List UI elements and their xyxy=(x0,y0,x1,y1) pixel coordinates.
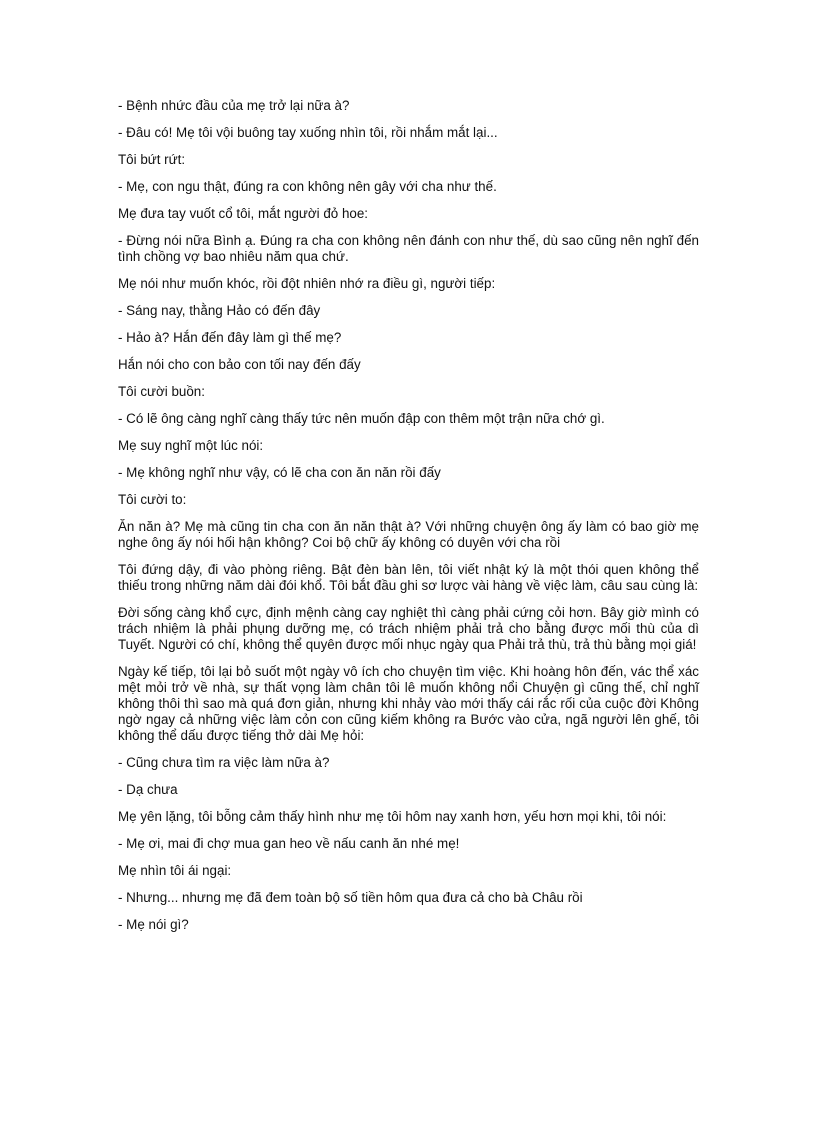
paragraph: - Hảo à? Hắn đến đây làm gì thế mẹ? xyxy=(118,330,342,345)
paragraph: - Có lẽ ông càng nghĩ càng thấy tức nên muốn đập con thêm một trận nữa chớ gì. xyxy=(118,411,605,426)
paragraph: Mẹ nhìn tôi ái ngại: xyxy=(118,863,232,878)
paragraph: - Nhưng... nhưng mẹ đã đem toàn bộ số tiền hôm qua đưa cả cho bà Châu rồi xyxy=(118,890,583,905)
paragraph: Tôi cười to: xyxy=(118,492,187,507)
paragraph: Mẹ nói như muốn khóc, rồi đột nhiên nhớ ra điều gì, người tiếp: xyxy=(118,276,496,291)
paragraph: Mẹ yên lặng, tôi bỗng cảm thấy hình như mẹ tôi hôm nay xanh hơn, yếu hơn mọi khi, tôi nói: xyxy=(118,809,667,824)
paragraph: Ngày kế tiếp, tôi lại bỏ suốt một ngày vô ích cho chuyện tìm việc. Khi hoàng hôn đến, vác thể xác mệt mỏi trở về nhà, sự thất vọng làm chân tôi lê muốn không nổi Chuyện gì cũng thế, chỉ nghĩ không thôi thì sao mà quá đơn giản, nhưng khi nhảy vào mới thấy cái rắc rối của cuộc đời Không ngờ ngay cả những việc làm cỏn con cũng kiếm không ra Bước vào cửa, ngã người lên ghế, tôi không thể dấu được tiếng thở dài Mẹ hỏi: xyxy=(118,664,699,743)
paragraph: Tôi bứt rứt: xyxy=(118,152,186,167)
paragraph: - Đâu có! Mẹ tôi vội buông tay xuống nhìn tôi, rồi nhắm mắt lại... xyxy=(118,125,498,140)
paragraph: Mẹ đưa tay vuốt cổ tôi, mắt người đỏ hoe: xyxy=(118,206,369,221)
paragraph: - Mẹ ơi, mai đi chợ mua gan heo về nấu canh ăn nhé mẹ! xyxy=(118,836,460,851)
paragraph: - Sáng nay, thằng Hảo có đến đây xyxy=(118,303,321,318)
paragraph: - Mẹ không nghĩ như vậy, có lẽ cha con ăn năn rồi đấy xyxy=(118,465,441,480)
paragraph: - Đừng nói nữa Bình ạ. Đúng ra cha con không nên đánh con như thế, dù sao cũng nên nghĩ đến tình chồng vợ bao nhiêu năm qua chứ. xyxy=(118,233,699,264)
document-page xyxy=(118,98,699,944)
paragraph: Tôi đứng dậy, đi vào phòng riêng. Bật đèn bàn lên, tôi viết nhật ký là một thói quen không thể thiếu trong những năm dài đói khổ. Tôi bắt đầu ghi sơ lược vài hàng về việc làm, câu sau cùng là: xyxy=(118,562,699,593)
paragraph: Mẹ suy nghĩ một lúc nói: xyxy=(118,438,264,453)
paragraph: Ăn năn à? Mẹ mà cũng tin cha con ăn năn thật à? Với những chuyện ông ấy làm có bao giờ mẹ nghe ông ấy nói hối hận không? Coi bộ chữ ấy không có duyên với cha rồi xyxy=(118,519,699,550)
paragraph: - Bệnh nhức đầu của mẹ trở lại nữa à? xyxy=(118,98,350,113)
paragraph: Đời sống càng khổ cực, định mệnh càng cay nghiệt thì càng phải cứng cỏi hơn. Bây giờ mình có trách nhiệm là phải phụng dưỡng mẹ, có trách nhiệm phải trả cho bằng được mối thù của dì Tuyết. Người có chí, không thể quyên được mối nhục ngày qua Phải trả thù, trả thù bằng mọi giá! xyxy=(118,605,699,652)
paragraph: - Dạ chưa xyxy=(118,782,178,797)
paragraph: Tôi cười buồn: xyxy=(118,384,205,399)
paragraph: - Mẹ nói gì? xyxy=(118,917,189,932)
paragraph: - Cũng chưa tìm ra việc làm nữa à? xyxy=(118,755,330,770)
paragraph: - Mẹ, con ngu thật, đúng ra con không nên gây với cha như thế. xyxy=(118,179,497,194)
paragraph: Hắn nói cho con bảo con tối nay đến đấy xyxy=(118,357,361,372)
